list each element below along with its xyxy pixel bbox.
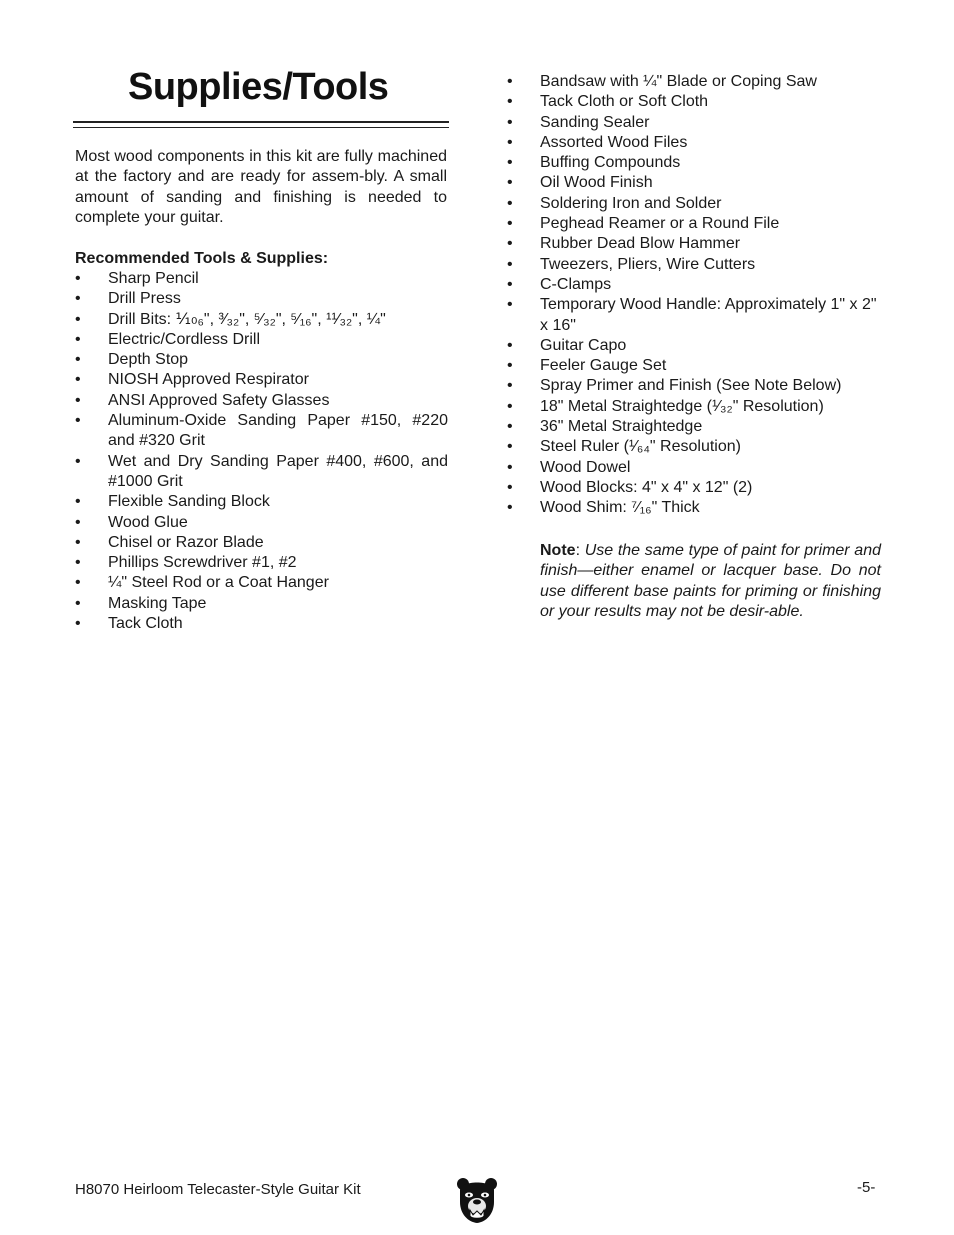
- bullet-icon: •: [507, 194, 513, 212]
- list-item: • Soldering Iron and Solder: [507, 194, 887, 214]
- bullet-icon: •: [75, 452, 81, 470]
- list-item: • Steel Ruler (¹⁄₆₄" Resolution): [507, 437, 887, 457]
- bullet-icon: •: [507, 296, 513, 314]
- list-item: • Bandsaw with ¼" Blade or Coping Saw: [507, 72, 887, 92]
- bullet-icon: •: [75, 493, 81, 511]
- bullet-icon: •: [507, 377, 513, 395]
- bullet-icon: •: [75, 371, 81, 389]
- bullet-icon: •: [507, 438, 513, 456]
- bullet-icon: •: [75, 513, 81, 531]
- bullet-icon: •: [507, 113, 513, 131]
- bullet-icon: •: [507, 397, 513, 415]
- list-item: • C-Clamps: [507, 275, 887, 295]
- note-paragraph: Note: Use the same type of paint for primer and finish—either enamel or lacquer base. Do not use different base paints for priming or finishing or your results may not be desir-able.: [540, 542, 882, 620]
- list-item: • Guitar Capo: [507, 336, 887, 356]
- list-item: • Buffing Compounds: [507, 153, 887, 173]
- left-tools-list: [75, 269, 448, 634]
- list-item: • Wood Dowel: [507, 458, 887, 478]
- list-item: • ANSI Approved Safety Glasses: [75, 391, 448, 411]
- list-item: • Assorted Wood Files: [507, 133, 887, 153]
- bullet-icon: •: [507, 133, 513, 151]
- list-item: • Rubber Dead Blow Hammer: [507, 234, 887, 254]
- bullet-icon: •: [75, 310, 81, 328]
- bullet-icon: •: [507, 458, 513, 476]
- bullet-icon: •: [75, 533, 81, 551]
- note-label: Note: [540, 542, 576, 559]
- section-heading: Recommended Tools & Supplies:: [75, 250, 329, 267]
- list-item: • Drill Bits: ⅒₆", ³⁄₃₂", ⁵⁄₃₂", ⁵⁄₁₆", ¹¹⁄₃₂", ¼": [75, 310, 448, 330]
- bullet-icon: •: [507, 215, 513, 233]
- list-item: • Sanding Sealer: [507, 113, 887, 133]
- bullet-icon: •: [75, 615, 81, 633]
- bullet-icon: •: [75, 554, 81, 572]
- list-item: • Wood Blocks: 4" x 4" x 12" (2): [507, 478, 887, 498]
- list-item: • Electric/Cordless Drill: [75, 330, 448, 350]
- footer-product-name: H8070 Heirloom Telecaster-Style Guitar Kit: [75, 1181, 361, 1198]
- list-item: • Phillips Screwdriver #1, #2: [75, 553, 448, 573]
- list-item: • 18" Metal Straightedge (¹⁄₃₂" Resolution): [507, 397, 887, 417]
- list-item: • Feeler Gauge Set: [507, 356, 887, 376]
- bullet-icon: •: [507, 357, 513, 375]
- bullet-icon: •: [75, 351, 81, 369]
- list-item: • Peghead Reamer or a Round File: [507, 214, 887, 234]
- page-title: Supplies/Tools: [128, 66, 389, 108]
- bullet-icon: •: [507, 154, 513, 172]
- bullet-icon: •: [507, 174, 513, 192]
- list-item: • Chisel or Razor Blade: [75, 533, 448, 553]
- bullet-icon: •: [75, 290, 81, 308]
- list-item: • Flexible Sanding Block: [75, 492, 448, 512]
- bullet-icon: •: [507, 418, 513, 436]
- bullet-icon: •: [75, 330, 81, 348]
- list-item: • Aluminum-Oxide Sanding Paper #150, #220 and #320 Grit: [75, 412, 448, 450]
- bullet-icon: •: [507, 275, 513, 293]
- page-number: -5-: [857, 1179, 876, 1196]
- bullet-icon: •: [75, 391, 81, 409]
- list-item: • Drill Press: [75, 289, 448, 309]
- list-item: • Oil Wood Finish: [507, 173, 887, 193]
- list-item: • Tack Cloth: [75, 614, 448, 634]
- bullet-icon: •: [507, 93, 513, 111]
- bullet-icon: •: [507, 73, 513, 90]
- bullet-icon: •: [75, 412, 81, 430]
- list-item: • Wood Shim: ⁷⁄₁₆" Thick: [507, 498, 887, 518]
- bullet-icon: •: [507, 499, 513, 517]
- bullet-icon: •: [507, 235, 513, 253]
- list-item: • Wet and Dry Sanding Paper #400, #600, and #1000 Grit: [75, 452, 448, 490]
- bear-head-logo-icon: [456, 1176, 498, 1224]
- bullet-icon: •: [507, 255, 513, 273]
- bullet-icon: •: [75, 574, 81, 592]
- list-item: • Spray Primer and Finish (See Note Below): [507, 376, 887, 396]
- note-body: Use the same type of paint for primer and finish—either enamel or lacquer base. Do not use different base paints for priming or finishing or your results may not be desir-able.: [540, 542, 882, 620]
- list-item: • 36" Metal Straightedge: [507, 417, 887, 437]
- title-divider: [73, 121, 449, 128]
- list-item: • Wood Glue: [75, 513, 448, 533]
- bullet-icon: •: [75, 594, 81, 612]
- list-item: • NIOSH Approved Respirator: [75, 370, 448, 390]
- list-item: • ¼" Steel Rod or a Coat Hanger: [75, 573, 448, 593]
- list-item: • Masking Tape: [75, 594, 448, 614]
- list-item: • Temporary Wood Handle: Approximately 1" x 2" x 16": [507, 296, 877, 334]
- list-item: • Tweezers, Pliers, Wire Cutters: [507, 255, 887, 275]
- bullet-icon: •: [507, 336, 513, 354]
- right-tools-list: [507, 72, 887, 519]
- bullet-icon: •: [75, 270, 81, 287]
- list-item: • Tack Cloth or Soft Cloth: [507, 92, 887, 112]
- list-item: • Depth Stop: [75, 350, 448, 370]
- intro-paragraph: Most wood components in this kit are fully machined at the factory and are ready for assem-bly. A small amount of sanding and finishing is needed to complete your guitar.: [75, 148, 447, 226]
- bullet-icon: •: [507, 478, 513, 496]
- list-item: • Sharp Pencil: [75, 269, 448, 289]
